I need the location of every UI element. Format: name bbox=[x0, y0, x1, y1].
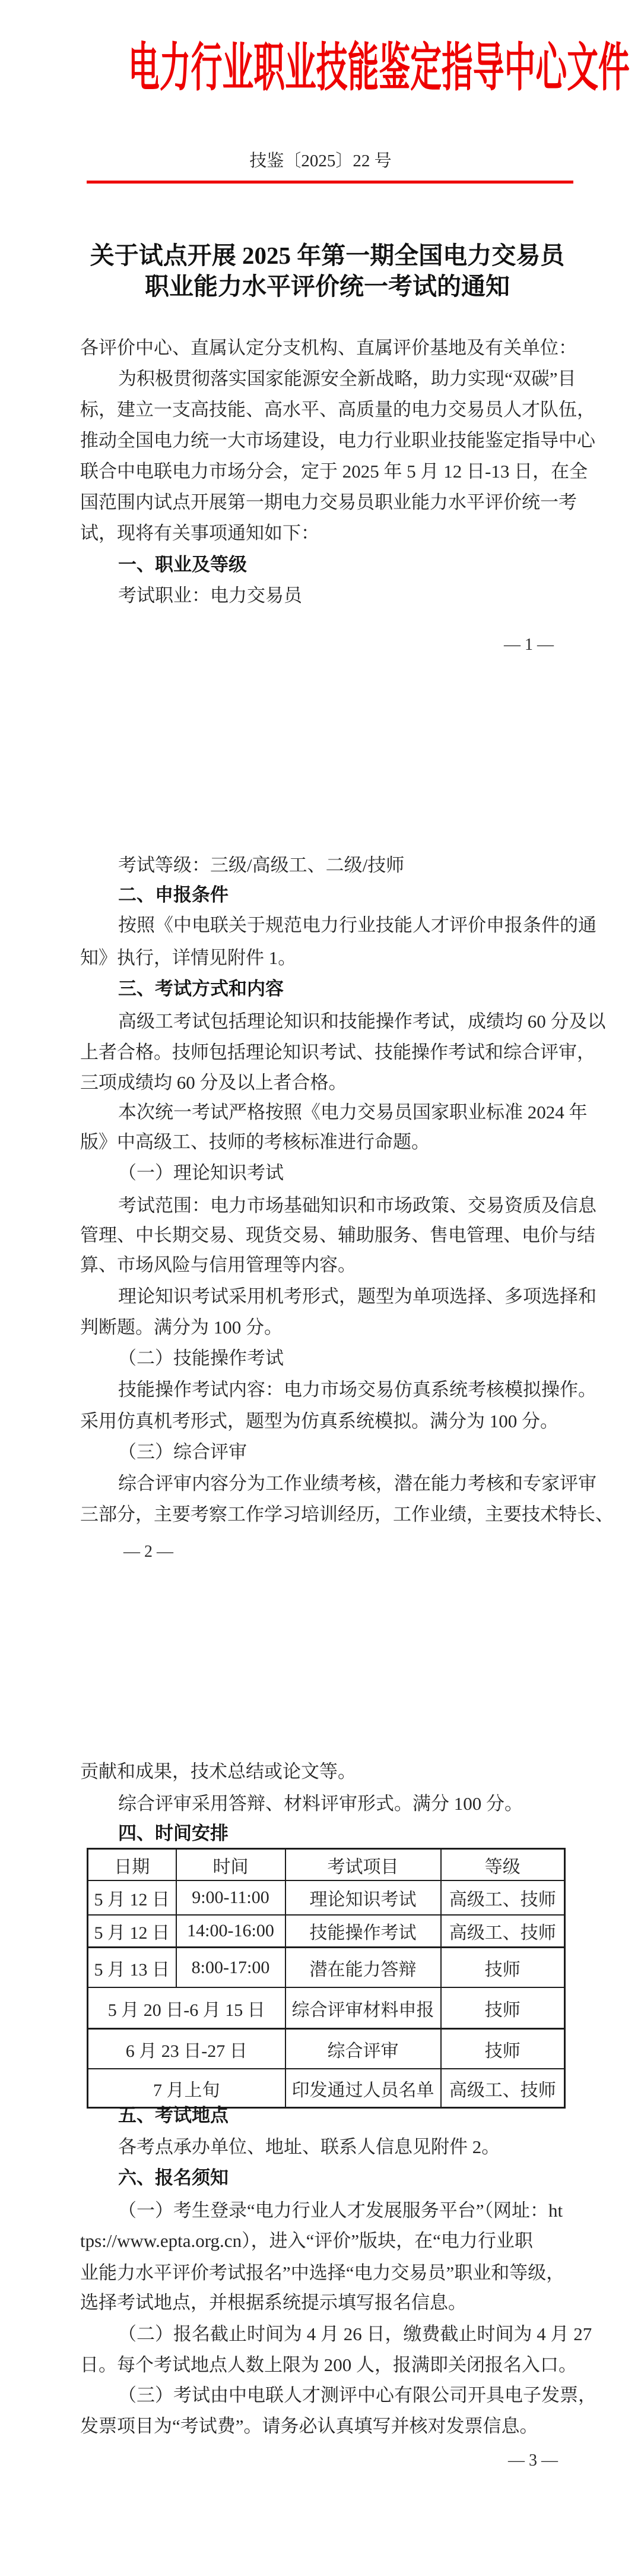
body-line: （三）考试由中电联人才测评中心有限公司开具电子发票， bbox=[118, 2385, 596, 2406]
body-line: 国范围内试点开展第一期电力交易员职业能力水平评价统一考 bbox=[80, 492, 577, 513]
table-row bbox=[88, 2029, 565, 2069]
body-line: 考试范围：电力市场基础知识和市场政策、交易资质及信息 bbox=[118, 1195, 596, 1216]
body-line: 管理、中长期交易、现货交易、辅助服务、售电管理、电价与结 bbox=[80, 1225, 595, 1246]
cell-level: 高级工、技师 bbox=[441, 1915, 565, 1948]
body-line: 三项成绩均 60 分及以上者合格。 bbox=[80, 1072, 347, 1093]
body-line: 联合中电联电力市场分会，定于 2025 年 5 月 12 日-13 日，在全 bbox=[80, 461, 588, 482]
body-line: 知》执行，详情见附件 1。 bbox=[80, 947, 297, 968]
table-header-row bbox=[88, 1849, 565, 1881]
body-line: 考试职业：电力交易员 bbox=[118, 585, 302, 606]
body-line: （一）考生登录“电力行业人才发展服务平台”（网址：ht bbox=[118, 2200, 563, 2221]
header-level: 等级 bbox=[441, 1849, 565, 1881]
body-line: 日。每个考试地点人数上限为 200 人，报满即关闭报名入口。 bbox=[80, 2354, 577, 2375]
schedule-table bbox=[87, 1848, 566, 2109]
body-line: 标，建立一支高技能、高水平、高质量的电力交易员人才队伍， bbox=[80, 399, 595, 420]
body-line: 版》中高级工、技师的考核标准进行命题。 bbox=[80, 1131, 430, 1152]
cell-time: 14:00-16:00 bbox=[176, 1915, 285, 1948]
subsection-heading-2: （二）技能操作考试 bbox=[118, 1348, 284, 1368]
body-line: （二）报名截止时间为 4 月 26 日，缴费截止时间为 4 月 27 bbox=[118, 2324, 592, 2344]
cell-date-time: 5 月 20 日-6 月 15 日 bbox=[88, 1987, 285, 2029]
cell-item: 技能操作考试 bbox=[285, 1915, 441, 1948]
cell-item: 印发通过人员名单 bbox=[285, 2069, 441, 2108]
page-number-2: — 2 — bbox=[123, 1543, 173, 1561]
body-line: 发票项目为“考试费”。请务必认真填写并核对发票信息。 bbox=[80, 2416, 538, 2436]
body-line: 技能操作考试内容：电力市场交易仿真系统考核模拟操作。 bbox=[118, 1379, 596, 1400]
cell-level: 技师 bbox=[441, 1987, 565, 2029]
body-line: 按照《中电联关于规范电力行业技能人才评价申报条件的通 bbox=[118, 915, 596, 935]
cell-time: 9:00-11:00 bbox=[176, 1880, 285, 1915]
cell-date-time: 7 月上旬 bbox=[88, 2069, 285, 2108]
section-heading-4: 四、时间安排 bbox=[118, 1823, 229, 1844]
cell-level: 高级工、技师 bbox=[441, 2069, 565, 2108]
body-line: 业能力水平评价考试报名”中选择“电力交易员”职业和等级， bbox=[80, 2262, 565, 2283]
body-line: 判断题。满分为 100 分。 bbox=[80, 1317, 283, 1338]
body-line: 贡献和成果，技术总结或论文等。 bbox=[80, 1761, 356, 1782]
cell-level: 高级工、技师 bbox=[441, 1880, 565, 1915]
body-line: 综合评审内容分为工作业绩考核，潜在能力考核和专家评审 bbox=[118, 1473, 596, 1494]
notice-title-line1: 关于试点开展 2025 年第一期全国电力交易员 bbox=[90, 242, 565, 269]
cell-item: 潜在能力答辩 bbox=[285, 1948, 441, 1988]
body-line: 试，现将有关事项通知如下： bbox=[80, 523, 319, 543]
notice-title-line2: 职业能力水平评价统一考试的通知 bbox=[145, 273, 510, 300]
table-row bbox=[88, 1915, 565, 1948]
body-line: 高级工考试包括理论知识和技能操作考试，成绩均 60 分及以 bbox=[118, 1011, 606, 1032]
header-time: 时间 bbox=[176, 1849, 285, 1881]
letterhead-divider-rule bbox=[87, 181, 573, 184]
salutation: 各评价中心、直属认定分支机构、直属评价基地及有关单位： bbox=[80, 337, 577, 358]
subsection-heading-1: （一）理论知识考试 bbox=[118, 1162, 284, 1183]
body-line: 各考点承办单位、地址、联系人信息见附件 2。 bbox=[118, 2136, 500, 2157]
body-line: 理论知识考试采用机考形式，题型为单项选择、多项选择和 bbox=[118, 1286, 596, 1307]
cell-date: 5 月 12 日 bbox=[88, 1915, 176, 1948]
section-heading-6: 六、报名须知 bbox=[118, 2167, 229, 2189]
cell-level: 技师 bbox=[441, 1948, 565, 1988]
body-line: 三部分，主要考察工作学习培训经历，工作业绩，主要技术特长、 bbox=[80, 1504, 614, 1525]
section-heading-1: 一、职业及等级 bbox=[118, 554, 247, 576]
body-line: 本次统一考试严格按照《电力交易员国家职业标准 2024 年 bbox=[118, 1102, 588, 1123]
page-number-1: — 1 — bbox=[504, 636, 554, 654]
cell-level: 技师 bbox=[441, 2029, 565, 2069]
page-number-3: — 3 — bbox=[508, 2451, 558, 2470]
doc-number: 技鉴〔2025〕22 号 bbox=[249, 151, 392, 170]
body-line: 推动全国电力统一大市场建设，电力行业职业技能鉴定指导中心 bbox=[80, 430, 595, 451]
section-heading-3: 三、考试方式和内容 bbox=[118, 978, 284, 1000]
subsection-heading-3: （三）综合评审 bbox=[118, 1442, 247, 1462]
section-heading-2: 二、申报条件 bbox=[118, 884, 229, 906]
cell-date: 5 月 13 日 bbox=[88, 1948, 176, 1988]
cell-date: 5 月 12 日 bbox=[88, 1880, 176, 1915]
body-line: 综合评审采用答辩、材料评审形式。满分 100 分。 bbox=[118, 1793, 523, 1814]
body-line: 选择考试地点，并根据系统提示填写报名信息。 bbox=[80, 2292, 467, 2313]
letterhead-org-title: 电力行业职业技能鉴定指导中心文件 bbox=[128, 40, 630, 97]
body-line: 采用仿真机考形式，题型为仿真系统模拟。满分为 100 分。 bbox=[80, 1411, 559, 1431]
table-row bbox=[88, 1987, 565, 2029]
table-row bbox=[88, 1880, 565, 1915]
body-line: 考试等级：三级/高级工、二级/技师 bbox=[118, 855, 405, 875]
body-line: tps://www.epta.org.cn），进入“评价”版块，在“电力行业职 bbox=[80, 2230, 533, 2251]
section-heading-5: 五、考试地点 bbox=[118, 2105, 229, 2126]
cell-item: 综合评审材料申报 bbox=[285, 1987, 441, 2029]
body-line: 上者合格。技师包括理论知识考试、技能操作考试和综合评审， bbox=[80, 1042, 595, 1063]
cell-date-time: 6 月 23 日-27 日 bbox=[88, 2029, 285, 2069]
cell-item: 综合评审 bbox=[285, 2029, 441, 2069]
cell-time: 8:00-17:00 bbox=[176, 1948, 285, 1988]
header-date: 日期 bbox=[88, 1849, 176, 1881]
header-item: 考试项目 bbox=[285, 1849, 441, 1881]
cell-item: 理论知识考试 bbox=[285, 1880, 441, 1915]
body-line: 算、市场风险与信用管理等内容。 bbox=[80, 1254, 356, 1275]
table-row bbox=[88, 1948, 565, 1988]
body-line: 为积极贯彻落实国家能源安全新战略，助力实现“双碳”目 bbox=[118, 368, 576, 389]
